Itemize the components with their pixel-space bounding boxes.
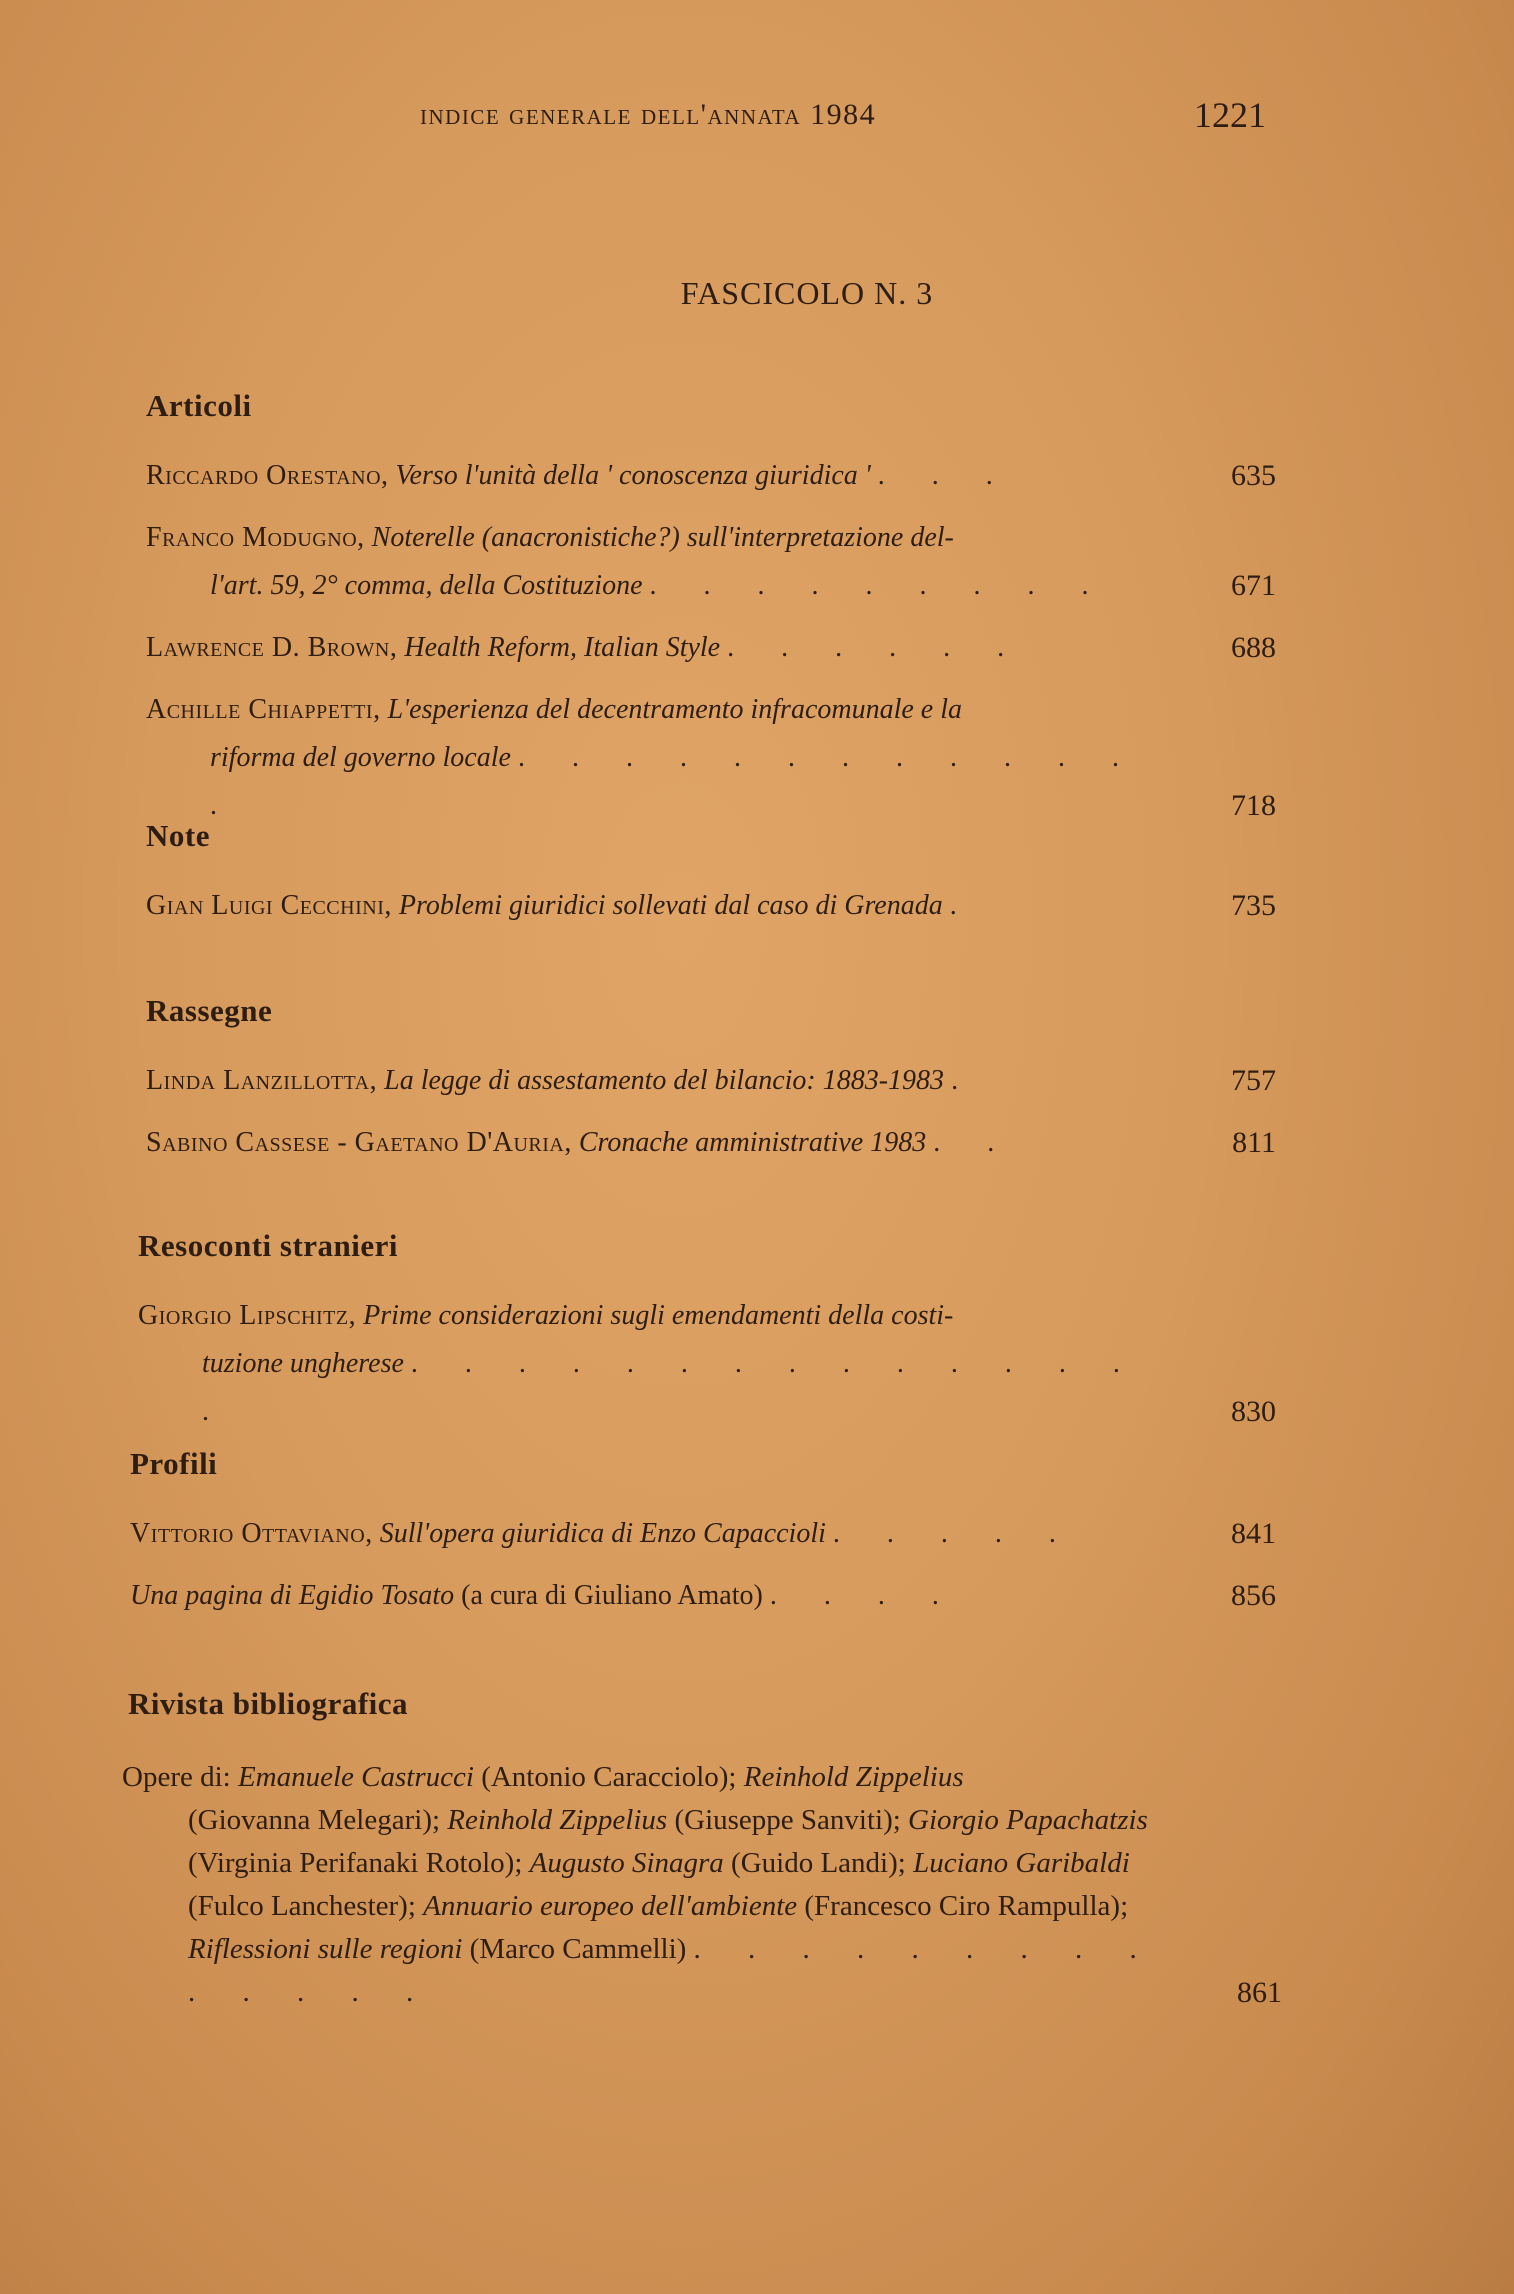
entry-title: La legge di assestamento del bilancio: 1883-1983 [384,1065,945,1096]
entry-dots: . . . . . . . . . . . . . . . [202,1348,1140,1427]
issue-heading: FASCICOLO N. 3 [680,275,934,311]
entry-author: Linda Lanzillotta, [146,1065,378,1096]
entry-dots: . . . . . . [727,632,1025,663]
entry-author: Sabino Cassese - Gaetano D'Auria, [146,1127,572,1158]
entry-dots: . . . . . . . . . . . . . [210,742,1139,821]
bibliography-entry [122,1756,1282,2014]
entry-title: Cronache amministrative 1983 [578,1127,927,1158]
entry-title-cont: tuzione ungherese [202,1348,404,1379]
entry-note: (a cura di Giuliano Amato) [461,1580,763,1611]
entry-page: 635 [1231,459,1276,492]
entry-dots: . . . . . . . . . . . . . . [188,1933,1157,2008]
biblio-work: Reinhold Zippelius [743,1761,964,1793]
running-head-title: indice generale dell'annata 1984 [420,98,877,131]
biblio-reviewer: (Marco Cammelli) [469,1933,687,1965]
section-title: Rivista bibliografica [128,1686,409,1721]
entry-author: Vittorio Ottaviano, [130,1518,373,1549]
biblio-reviewer: (Francesco Ciro Rampulla); [804,1890,1129,1922]
biblio-reviewer: (Giovanna Melegari); [188,1804,441,1836]
section-resoconti [138,1228,1276,1450]
entry-dots: . . [933,1127,1015,1158]
biblio-work: Emanuele Castrucci [237,1761,474,1793]
entry-author: Giorgio Lipschitz, [138,1300,357,1331]
biblio-lead: Opere di: [122,1761,231,1793]
entry-title: Verso l'unità della ' conoscenza giuridica ' [395,460,871,491]
entry-dots: . . . . [769,1580,959,1611]
entry-page: 757 [1231,1064,1276,1097]
entry-page: 830 [1231,1395,1276,1428]
toc-entry [146,686,1276,830]
section-title: Rassegne [146,993,273,1028]
entry-page: 811 [1232,1126,1276,1159]
biblio-work: Reinhold Zippelius [447,1804,668,1836]
page-number: 1221 [1194,95,1266,135]
entry-page: 856 [1231,1579,1276,1612]
toc-entry [146,624,1276,672]
entry-title: Sull'opera giuridica di Enzo Capaccioli [379,1518,826,1549]
biblio-work: Augusto Sinagra [529,1847,724,1879]
biblio-work: Giorgio Papachatzis [908,1804,1148,1836]
biblio-reviewer: (Virginia Perifanaki Rotolo); [188,1847,523,1879]
toc-entry [146,1119,1276,1167]
entry-page: 671 [1231,569,1276,602]
biblio-work: Annuario europeo dell'ambiente [423,1890,798,1922]
entry-dots: . [949,890,977,921]
biblio-reviewer: (Guido Landi); [731,1847,906,1879]
section-articoli [146,388,1276,844]
biblio-reviewer: (Giuseppe Sanviti); [674,1804,901,1836]
toc-entry [146,1057,1276,1105]
entry-page: 718 [1231,789,1276,822]
entry-title: Health Reform, Italian Style [404,632,721,663]
entry-title: Una pagina di Egidio Tosato [130,1580,455,1611]
entry-title-cont: l'art. 59, 2° comma, della Costituzione [210,570,643,601]
toc-entry [146,882,1276,930]
entry-title: Problemi giuridici sollevati dal caso di Grenada [398,890,943,921]
toc-entry [138,1292,1276,1436]
section-note [146,818,1276,944]
biblio-reviewer: (Antonio Caracciolo); [481,1761,737,1793]
section-title: Note [146,818,210,853]
entry-author: Franco Modugno, [146,522,365,553]
entry-author: Achille Chiappetti, [146,694,381,725]
entry-title: L'esperienza del decentramento infracomunale e la [387,694,963,725]
entry-dots: . . . [877,460,1013,491]
section-rivista-title [128,1686,1258,1750]
entry-dots: . . . . . [832,1518,1076,1549]
biblio-work: Luciano Garibaldi [913,1847,1130,1879]
entry-author: Riccardo Orestano, [146,460,389,491]
section-profili [130,1446,1276,1634]
entry-page: 841 [1231,1517,1276,1550]
section-title: Profili [130,1446,218,1481]
toc-entry [146,514,1276,610]
entry-dots: . . . . . . . . . [649,570,1109,601]
biblio-reviewer: (Fulco Lanchester); [188,1890,416,1922]
toc-entry [146,452,1276,500]
entry-author: Lawrence D. Brown, [146,632,398,663]
entry-page: 688 [1231,631,1276,664]
running-head [420,95,1276,148]
entry-title: Prime considerazioni sugli emendamenti della costi- [363,1300,954,1331]
section-title: Articoli [146,388,252,423]
section-rassegne [146,993,1276,1181]
entry-page: 861 [1237,1976,1282,2009]
entry-page: 735 [1231,889,1276,922]
toc-entry [130,1572,1276,1620]
entry-title: Noterelle (anacronistiche?) sull'interpretazione del- [371,522,954,553]
biblio-work: Riflessioni sulle regioni [188,1933,463,1965]
entry-title-cont: riforma del governo locale [210,742,511,773]
toc-entry [130,1510,1276,1558]
section-title: Resoconti stranieri [138,1228,399,1263]
entry-dots: . [951,1065,979,1096]
entry-author: Gian Luigi Cecchini, [146,890,392,921]
